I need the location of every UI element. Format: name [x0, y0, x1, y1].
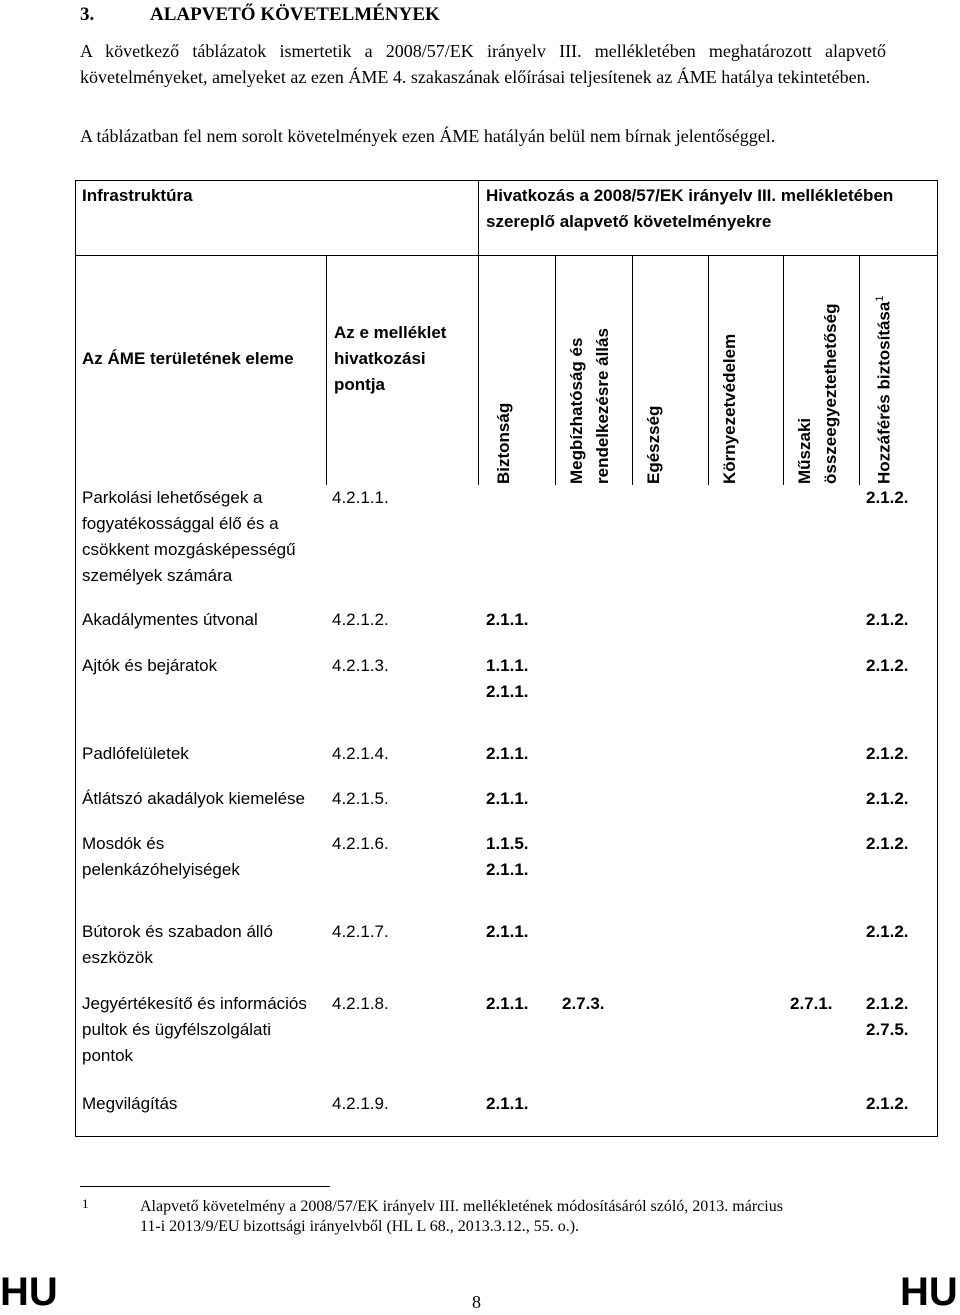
- footnote-separator: [80, 1186, 330, 1187]
- footnote-text-line1: Alapvető követelmény a 2008/57/EK irányelv III. mellékletének módosításáról szóló, 2013. március: [140, 1198, 783, 1215]
- section-number: 3.: [80, 4, 95, 25]
- cell-element: fogyatékossággal élő és a: [82, 514, 279, 533]
- cell-ref: 4.2.1.7.: [332, 922, 389, 941]
- cell-element: Ajtók és bejáratok: [82, 656, 218, 675]
- cell-element: Átlátszó akadályok kiemelése: [82, 789, 306, 808]
- cell-reliability: 2.7.3.: [562, 994, 605, 1013]
- cell-safety: 2.1.1.: [486, 860, 529, 879]
- footnote-number: 1: [82, 1196, 89, 1211]
- accessibility-column-header: Hozzáférés biztosítása$^1$: [874, 295, 894, 484]
- reference-header-line2: szereplő alapvető követelményekre: [486, 212, 772, 231]
- cell-element: Padlófelületek: [82, 744, 189, 763]
- cell-element: csökkent mozgásképességű: [82, 540, 296, 559]
- cell-access: 2.1.2.: [866, 744, 909, 763]
- scope-paragraph: A táblázatban fel nem sorolt követelmények ezen ÁME hatályán belül nem bírnak jelentőséggel.: [80, 126, 776, 146]
- cell-element: pultok és ügyfélszolgálati: [82, 1020, 272, 1039]
- reliability-column-header-line2: rendelkezésre állás: [593, 328, 612, 484]
- cell-element: pontok: [82, 1046, 134, 1065]
- cell-element: Megvilágítás: [82, 1094, 178, 1113]
- cell-safety: 2.1.1.: [486, 610, 529, 629]
- cell-access: 2.1.2.: [866, 488, 909, 507]
- ref-column-header-line1: Az e melléklet: [334, 323, 447, 342]
- cell-element: eszközök: [82, 948, 153, 967]
- cell-element: Akadálymentes útvonal: [82, 610, 258, 629]
- cell-ref: 4.2.1.2.: [332, 610, 389, 629]
- cell-access: 2.1.2.: [866, 656, 909, 675]
- reliability-column-header-line1: Megbízhatóság és: [567, 337, 586, 484]
- cell-element: Jegyértékesítő és információs: [82, 994, 307, 1013]
- cell-ref: 4.2.1.1.: [332, 488, 389, 507]
- ref-column-header-line3: pontja: [334, 375, 385, 394]
- infrastructure-label: Infrastruktúra: [82, 186, 193, 205]
- footnote-text-line2: 11-i 2013/9/EU bizottsági irányelvből (HL L 68., 2013.3.12., 55. o.).: [140, 1218, 580, 1235]
- section-heading: [80, 4, 440, 26]
- cell-element: személyek számára: [82, 566, 233, 585]
- cell-element: pelenkázóhelyiségek: [82, 860, 240, 879]
- cell-access: 2.1.2.: [866, 922, 909, 941]
- element-column-header: Az ÁME területének eleme: [82, 349, 294, 368]
- environment-column-header: Környezetvédelem: [720, 333, 739, 484]
- compatibility-column-header-line1: Műszaki: [795, 417, 814, 484]
- section-title: ALAPVETŐ KÖVETELMÉNYEK: [150, 4, 440, 25]
- page-number: 8: [472, 1292, 481, 1312]
- cell-access: 2.7.5.: [866, 1020, 909, 1039]
- cell-ref: 4.2.1.8.: [332, 994, 389, 1013]
- cell-compat: 2.7.1.: [790, 994, 833, 1013]
- cell-safety: 2.1.1.: [486, 789, 529, 808]
- intro-paragraph: A következő táblázatok ismertetik a 2008/57/EK irányelv III. mellékletében meghatározott alapvető követelményeket, amelyeket az ezen ÁME 4. szakaszának előírásai teljesítenek az ÁME hatálya tekintetében.: [80, 41, 886, 87]
- cell-access: 2.1.2.: [866, 610, 909, 629]
- cell-access: 2.1.2.: [866, 834, 909, 853]
- cell-ref: 4.2.1.9.: [332, 1094, 389, 1113]
- cell-access: 2.1.2.: [866, 994, 909, 1013]
- cell-ref: 4.2.1.4.: [332, 744, 389, 763]
- compatibility-column-header-line2: összeegyeztethetőség: [821, 303, 840, 484]
- ref-column-header-line2: hivatkozási: [334, 349, 426, 368]
- cell-safety: 1.1.1.: [486, 656, 529, 675]
- cell-safety: 1.1.5.: [486, 834, 529, 853]
- cell-safety: 2.1.1.: [486, 994, 529, 1013]
- cell-safety: 2.1.1.: [486, 922, 529, 941]
- cell-element: Mosdók és: [82, 834, 165, 853]
- cell-access: 2.1.2.: [866, 1094, 909, 1113]
- reference-header-line1: Hivatkozás a 2008/57/EK irányelv III. mellékletében: [486, 186, 894, 205]
- cell-element: Parkolási lehetőségek a: [82, 488, 263, 507]
- cell-ref: 4.2.1.5.: [332, 789, 389, 808]
- cell-safety: 2.1.1.: [486, 744, 529, 763]
- safety-column-header: Biztonság: [494, 402, 513, 484]
- cell-safety: 2.1.1.: [486, 682, 529, 701]
- cell-access: 2.1.2.: [866, 789, 909, 808]
- footer-language-left: HU: [0, 1270, 58, 1314]
- cell-ref: 4.2.1.3.: [332, 656, 389, 675]
- footer-language-right: HU: [900, 1270, 958, 1314]
- cell-element: Bútorok és szabadon álló: [82, 922, 273, 941]
- footnote-ref: 1: [874, 295, 886, 302]
- cell-safety: 2.1.1.: [486, 1094, 529, 1113]
- health-column-header: Egészség: [644, 405, 663, 484]
- cell-ref: 4.2.1.6.: [332, 834, 389, 853]
